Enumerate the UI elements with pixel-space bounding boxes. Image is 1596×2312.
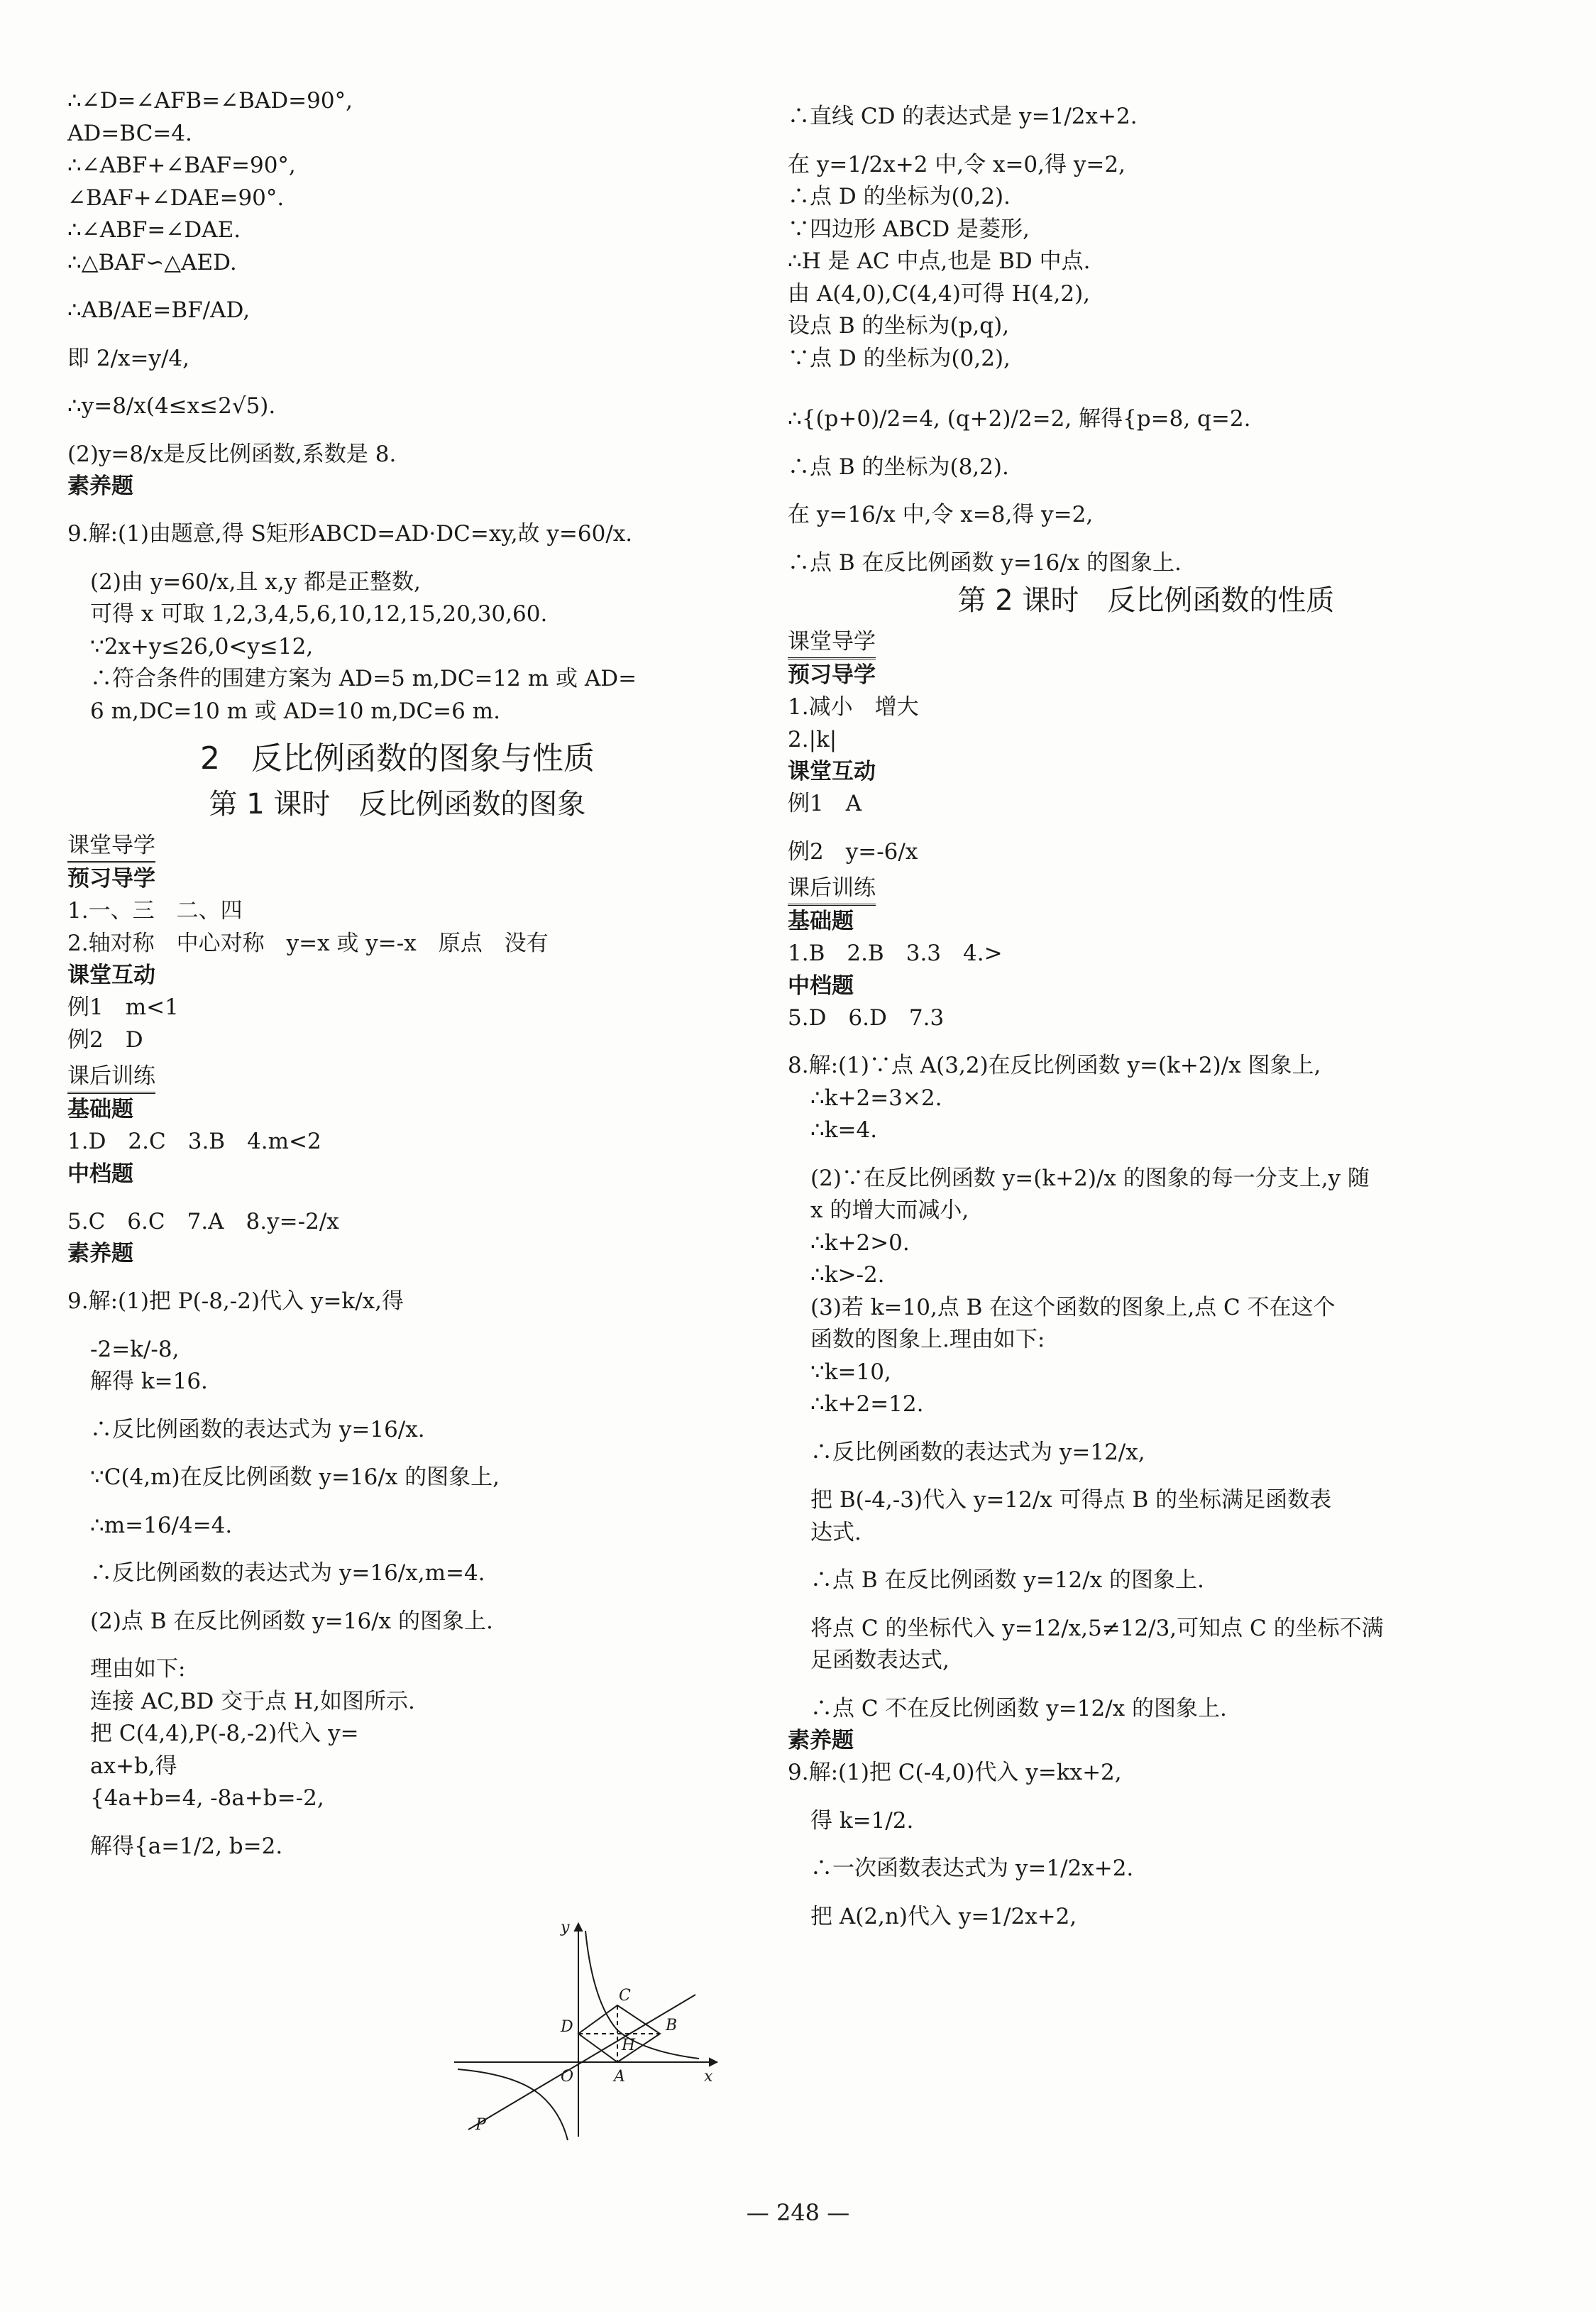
- text-line: 将点 C 的坐标代入 y=12/x,5≠12/3,可知点 C 的坐标不满: [810, 1615, 1384, 1641]
- text-line: ∴AB/AE=BF/AD,: [67, 297, 251, 323]
- section-heading: 课后训练: [67, 1061, 155, 1094]
- text-line: ∵四边形 ABCD 是菱形,: [788, 216, 1030, 242]
- text-line: 由 A(4,0),C(4,4)可得 H(4,2),: [788, 280, 1091, 307]
- section-heading: 课后训练: [788, 872, 876, 906]
- text-line: 把 A(2,n)代入 y=1/2x+2,: [810, 1903, 1077, 1929]
- hyperbola-branch-q1: [585, 1931, 699, 2059]
- text-line: AD=BC=4.: [67, 120, 192, 146]
- text-line: ∴一次函数表达式为 y=1/2x+2.: [810, 1856, 1134, 1881]
- text-line: ∴k+2=3×2.: [810, 1085, 942, 1111]
- text-line: 函数的图象上.理由如下:: [810, 1327, 1045, 1352]
- right-column: [788, 85, 1504, 1933]
- text-line: 9.解:(1)把 C(-4,0)代入 y=kx+2,: [788, 1760, 1122, 1785]
- text-line: 在 y=16/x 中,令 x=8,得 y=2,: [788, 502, 1094, 527]
- text-line: 连接 AC,BD 交于点 H,如图所示.: [90, 1688, 415, 1714]
- text-line: ∴点 D 的坐标为(0,2).: [788, 184, 1011, 209]
- point-label-p: P: [475, 2116, 486, 2134]
- coordinate-graph: [454, 1917, 724, 2144]
- text-line: (2)∵在反比例函数 y=(k+2)/x 的图象的每一分支上,y 随: [810, 1165, 1370, 1191]
- subsection-heading: 中档题: [788, 973, 854, 999]
- point-label-d: D: [561, 2018, 573, 2036]
- text-line: (2)y=8/x是反比例函数,系数是 8.: [67, 441, 397, 467]
- text-line: ∴点 B 在反比例函数 y=16/x 的图象上.: [788, 549, 1182, 576]
- text-line: 6 m,DC=10 m 或 AD=10 m,DC=6 m.: [90, 698, 500, 724]
- lesson-title: 第 1 课时 反比例函数的图象: [209, 788, 586, 821]
- text-line: (2)点 B 在反比例函数 y=16/x 的图象上.: [90, 1608, 493, 1634]
- text-line: ∴直线 CD 的表达式是 y=1/2x+2.: [788, 104, 1138, 129]
- text-line: ∴H 是 AC 中点,也是 BD 中点.: [788, 248, 1091, 274]
- subsection-heading: 预习导学: [67, 866, 155, 892]
- text-line: 解得 k=16.: [90, 1369, 208, 1394]
- subsection-heading: 预习导学: [788, 662, 876, 688]
- text-line: 1.D 2.C 3.B 4.m<2: [67, 1129, 321, 1154]
- text-line: ∴k>-2.: [810, 1262, 885, 1288]
- left-column: [67, 85, 727, 1863]
- text-line: ∴∠ABF+∠BAF=90°,: [67, 153, 296, 178]
- subsection-heading: 课堂互动: [788, 759, 876, 784]
- text-line: 设点 B 的坐标为(p,q),: [788, 313, 1010, 339]
- text-line: 9.解:(1)把 P(-8,-2)代入 y=k/x,得: [67, 1288, 404, 1314]
- text-line: (3)若 k=10,点 B 在这个函数的图象上,点 C 不在这个: [810, 1294, 1336, 1320]
- text-line: 把 B(-4,-3)代入 y=12/x 可得点 B 的坐标满足函数表: [810, 1487, 1332, 1513]
- page-number: — 248 —: [746, 2199, 850, 2226]
- text-line: 1.一、三 二、四: [67, 898, 243, 924]
- text-line: 2.|k|: [788, 726, 837, 752]
- point-label-a: A: [614, 2068, 625, 2086]
- axis-label-y: y: [561, 1919, 570, 1936]
- text-line: 2.轴对称 中心对称 y=x 或 y=-x 原点 没有: [67, 930, 549, 956]
- text-line: ∴反比例函数的表达式为 y=12/x,: [810, 1439, 1145, 1465]
- text-line: 解得{a=1/2, b=2.: [90, 1833, 283, 1859]
- section-heading: 课堂导学: [788, 626, 876, 659]
- text-line: 把 C(4,4),P(-8,-2)代入 y=: [90, 1721, 359, 1746]
- subsection-heading: 素养题: [67, 473, 133, 499]
- lesson-title: 第 2 课时 反比例函数的性质: [957, 584, 1335, 617]
- subsection-heading: 基础题: [788, 909, 854, 934]
- text-line: 在 y=1/2x+2 中,令 x=0,得 y=2,: [788, 151, 1126, 177]
- subsection-heading: 素养题: [788, 1728, 854, 1753]
- text-line: {4a+b=4, -8a+b=-2,: [90, 1785, 324, 1811]
- text-line: ∴△BAF∽△AED.: [67, 249, 237, 275]
- text-line: ∵C(4,m)在反比例函数 y=16/x 的图象上,: [90, 1464, 500, 1490]
- text-line: ax+b,得: [90, 1753, 177, 1779]
- subsection-heading: 课堂互动: [67, 963, 155, 988]
- text-line: 例2 D: [67, 1026, 143, 1053]
- text-line: ∴{(p+0)/2=4, (q+2)/2=2, 解得{p=8, q=2.: [788, 406, 1251, 432]
- text-line: ∴k+2>0.: [810, 1229, 910, 1256]
- text-line: 例1 A: [788, 791, 862, 816]
- text-line: ∴符合条件的围建方案为 AD=5 m,DC=12 m 或 AD=: [90, 666, 637, 691]
- text-line: 得 k=1/2.: [810, 1807, 914, 1834]
- text-line: ∴点 B 在反比例函数 y=12/x 的图象上.: [810, 1567, 1204, 1593]
- text-line: ∴反比例函数的表达式为 y=16/x.: [90, 1416, 425, 1442]
- text-line: ∴k=4.: [810, 1117, 878, 1143]
- axis-label-x: x: [704, 2068, 713, 2086]
- text-line: 足函数表达式,: [810, 1648, 950, 1673]
- text-line: x 的增大而减小,: [810, 1198, 969, 1223]
- y-axis-arrow-icon: [575, 1924, 582, 1931]
- text-line: (2)由 y=60/x,且 x,y 都是正整数,: [90, 569, 421, 595]
- text-line: 理由如下:: [90, 1656, 186, 1682]
- subsection-heading: 素养题: [67, 1241, 133, 1266]
- text-line: ∴反比例函数的表达式为 y=16/x,m=4.: [90, 1560, 485, 1586]
- text-line: 可得 x 可取 1,2,3,4,5,6,10,12,15,20,30,60.: [90, 601, 548, 627]
- text-line: ∴∠D=∠AFB=∠BAD=90°,: [67, 88, 353, 114]
- text-line: ∠BAF+∠DAE=90°.: [67, 185, 285, 211]
- point-label-h: H: [622, 2037, 636, 2054]
- chapter-title: 2 反比例函数的图象与性质: [200, 740, 595, 777]
- text-line: ∴点 B 的坐标为(8,2).: [788, 454, 1009, 480]
- text-line: 即 2/x=y/4,: [67, 345, 190, 371]
- text-line: 9.解:(1)由题意,得 S矩形ABCD=AD·DC=xy,故 y=60/x.: [67, 521, 633, 547]
- text-line: 5.D 6.D 7.3: [788, 1004, 945, 1031]
- text-line: ∴点 C 不在反比例函数 y=12/x 的图象上.: [810, 1695, 1227, 1721]
- point-label-b: B: [666, 2017, 678, 2034]
- text-line: ∴∠ABF=∠DAE.: [67, 217, 241, 243]
- text-line: ∵点 D 的坐标为(0,2),: [788, 345, 1011, 371]
- text-line: -2=k/-8,: [90, 1336, 180, 1362]
- text-line: 1.减小 增大: [788, 694, 919, 720]
- x-axis-arrow-icon: [710, 2059, 717, 2066]
- text-line: ∵2x+y≤26,0<y≤12,: [90, 633, 314, 659]
- text-line: 8.解:(1)∵点 A(3,2)在反比例函数 y=(k+2)/x 图象上,: [788, 1053, 1321, 1078]
- text-line: 1.B 2.B 3.3 4.>: [788, 941, 1003, 966]
- text-line: 例1 m<1: [67, 995, 179, 1020]
- text-line: 例2 y=-6/x: [788, 838, 918, 865]
- text-line: ∵k=10,: [810, 1359, 891, 1385]
- subsection-heading: 中档题: [67, 1161, 133, 1187]
- subsection-heading: 基础题: [67, 1097, 133, 1122]
- section-heading: 课堂导学: [67, 830, 155, 863]
- text-line: ∴m=16/4=4.: [90, 1512, 233, 1538]
- text-line: 5.C 6.C 7.A 8.y=-2/x: [67, 1208, 339, 1234]
- text-line: 达式.: [810, 1519, 862, 1545]
- text-line: ∴y=8/x(4≤x≤2√5).: [67, 393, 276, 419]
- text-line: ∴k+2=12.: [810, 1391, 924, 1417]
- point-label-o: O: [561, 2068, 574, 2086]
- point-label-c: C: [619, 1987, 631, 2005]
